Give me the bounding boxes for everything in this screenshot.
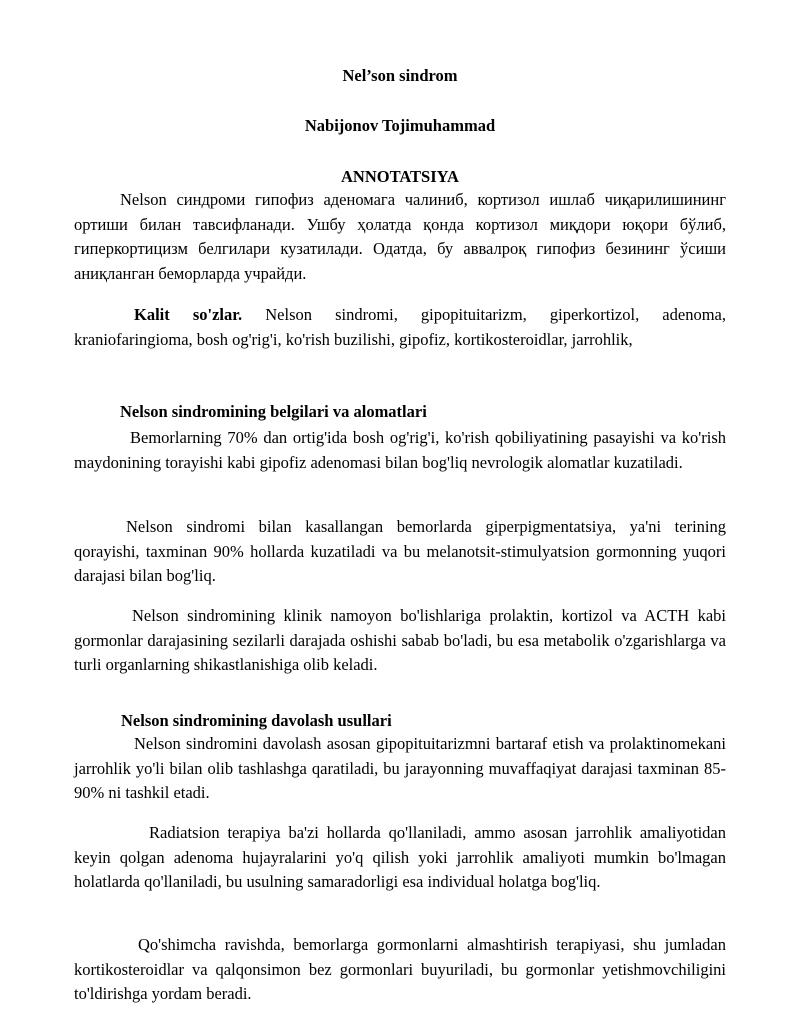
keywords-label: Kalit so'zlar. (134, 305, 243, 324)
keywords-text: Nelson sindromi, gipopituitarizm, giperkortizol, adenoma, kraniofaringioma, bosh og'rig'i, ko'rish buzilishi, gipofiz, kortikosteroidlar, jarrohlik, (74, 305, 726, 349)
body-paragraph: Nelson sindromining klinik namoyon bo'lishlariga prolaktin, kortizol va ACTH kabi gormonlar darajasining sezilarli darajada oshishi sabab bo'ladi, bu esa metabolik o'zgarishlarga va turli organlarning shikastlanishiga olib keladi. (74, 606, 726, 674)
annotation-paragraph: Nelson синдроми гипофиз аденомага чалиниб, кортизол ишлаб чиқарилишининг ортиши билан тавсифланади. Ушбу ҳолатда қонда кортизол миқдори юқори бўлиб, гиперкортицизм белгилари кузатилади. Одатда, бу аввалроқ гипофиз безининг ўсиши аниқланган беморларда учрайди. (74, 190, 726, 283)
section-heading-treatment: Nelson sindromining davolash usullari (121, 711, 392, 730)
body-paragraph: Qo'shimcha ravishda, bemorlarga gormonlarni almashtirish terapiyasi, shu jumladan kortikosteroidlar va qalqonsimon bez gormonlari buyuriladi, bu gormonlar yetishmovchiligini to'ldirishga yordam beradi. (74, 935, 726, 1003)
body-paragraph: Radiatsion terapiya ba'zi hollarda qo'llaniladi, ammo asosan jarrohlik amaliyotidan keyin qolgan adenoma hujayralarini yo'q qilish yoki jarrohlik amaliyoti mumkin bo'lmagan holatlarda qo'llaniladi, bu usulning samaradorligi esa individual holatga bog'liq. (74, 823, 726, 891)
document-title: Nel’son sindrom (342, 66, 458, 85)
keywords-paragraph (74, 303, 726, 352)
body-paragraph: Nelson sindromi bilan kasallangan bemorlarda giperpigmentatsiya, ya'ni terining qorayishi, taxminan 90% hollarda kuzatiladi va bu melanotsit-stimulyatsion gormonning yuqori darajasi bilan bog'liq. (74, 517, 726, 585)
annotation-heading: ANNOTATSIYA (341, 167, 459, 186)
body-paragraph: Bemorlarning 70% dan ortig'ida bosh og'rig'i, ko'rish qobiliyatining pasayishi va ko'rish maydonining torayishi kabi gipofiz adenomasi bilan bog'liq nevrologik alomatlar kuzatiladi. (74, 428, 726, 472)
body-paragraph: Nelson sindromini davolash asosan gipopituitarizmni bartaraf etish va prolaktinomekani jarrohlik yo'li bilan olib tashlashga qaratiladi, bu jarayonning muvaffaqiyat darajasi taxminan 85-90% ni tashkil etadi. (74, 734, 726, 802)
author-name: Nabijonov Tojimuhammad (304, 116, 496, 135)
section-heading-symptoms: Nelson sindromining belgilari va alomatlari (120, 402, 427, 421)
